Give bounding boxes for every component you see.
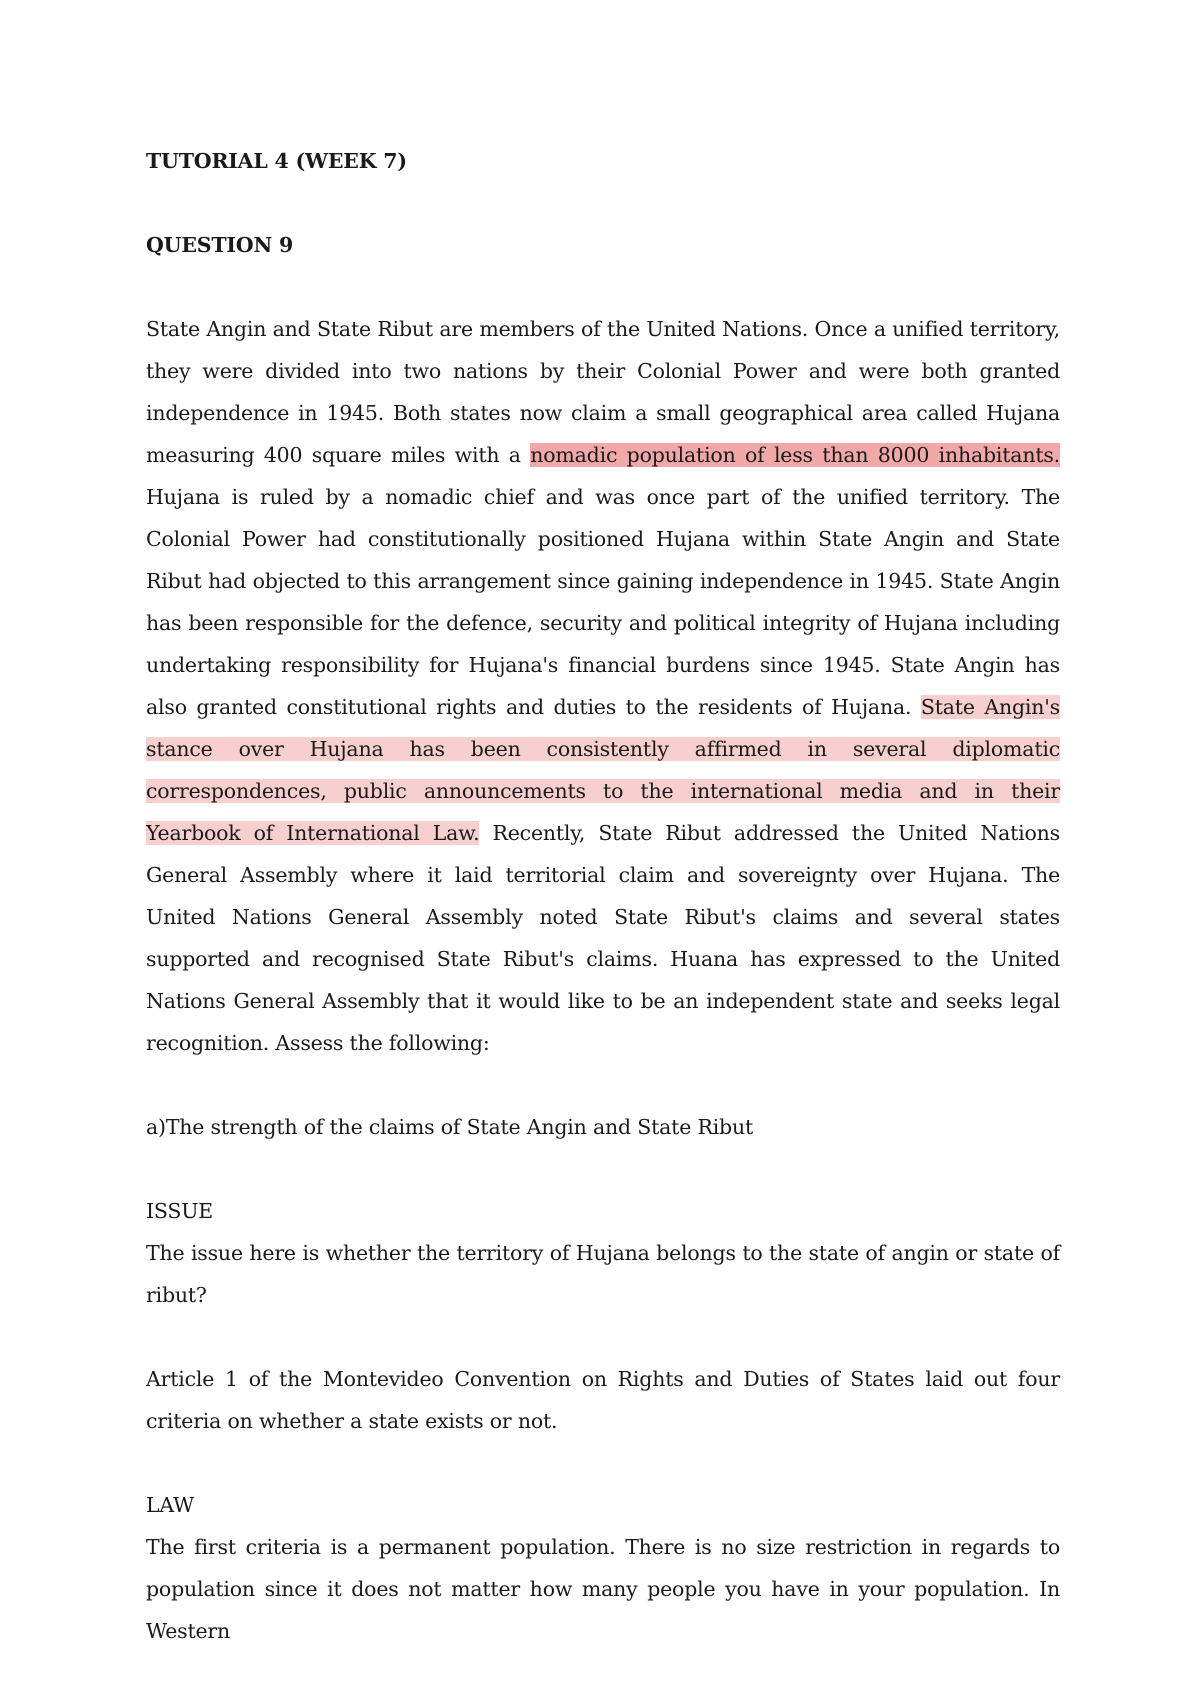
sub-question: a)The strength of the claims of State Angin and State Ribut — [146, 1115, 753, 1139]
law-label: LAW — [146, 1493, 195, 1517]
spacer — [146, 1064, 1060, 1106]
spacer — [146, 1316, 1060, 1358]
article-text: Article 1 of the Montevideo Convention on Rights and Duties of States laid out four criteria on whether a state exists or not. — [146, 1367, 1060, 1433]
intro-text-3: Recently, State Ribut addressed the United Nations General Assembly where it laid territorial claim and sovereignty over Hujana. The United Nations General Assembly noted State Ribut's claims and several states supported and recognised State Ribut's claims. Huana has expressed to the United Nations General Assembly that it would like to be an independent state and seeks legal recognition. Assess the following: — [146, 821, 1060, 1055]
question-heading: QUESTION 9 — [146, 233, 294, 257]
document-title: TUTORIAL 4 (WEEK 7) — [146, 149, 407, 173]
document-page — [146, 140, 1060, 1652]
spacer — [146, 266, 1060, 308]
highlight-population: nomadic population of less than 8000 inhabitants. — [530, 443, 1060, 467]
question-paragraph — [146, 308, 1060, 1064]
spacer — [146, 1442, 1060, 1484]
spacer — [146, 1148, 1060, 1190]
intro-text-1: State Angin and State Ribut are members of the United Nations. Once a unified territory, they were divided into two nations by their Colonial Power and were both granted independence in 1945. Both states now claim a small geographical area called Hujana measuring 400 square miles with a — [146, 317, 1060, 467]
issue-label: ISSUE — [146, 1199, 214, 1223]
highlight-stance: State Angin's stance over Hujana has been consistently affirmed in several diplomatic correspondences, public announcements to the international media and in their Yearbook of International Law. — [146, 695, 1060, 845]
intro-text-2: Hujana is ruled by a nomadic chief and was once part of the unified territory. The Colonial Power had constitutionally positioned Hujana within State Angin and State Ribut had objected to this arrangement since gaining independence in 1945. State Angin has been responsible for the defence, security and political integrity of Hujana including undertaking responsibility for Hujana's financial burdens since 1945. State Angin has also granted constitutional rights and duties to the residents of Hujana. — [146, 485, 1060, 719]
issue-text: The issue here is whether the territory of Hujana belongs to the state of angin or state of ribut? — [146, 1241, 1060, 1307]
law-text: The first criteria is a permanent population. There is no size restriction in regards to population since it does not matter how many people you have in your population. In Western — [146, 1535, 1060, 1643]
